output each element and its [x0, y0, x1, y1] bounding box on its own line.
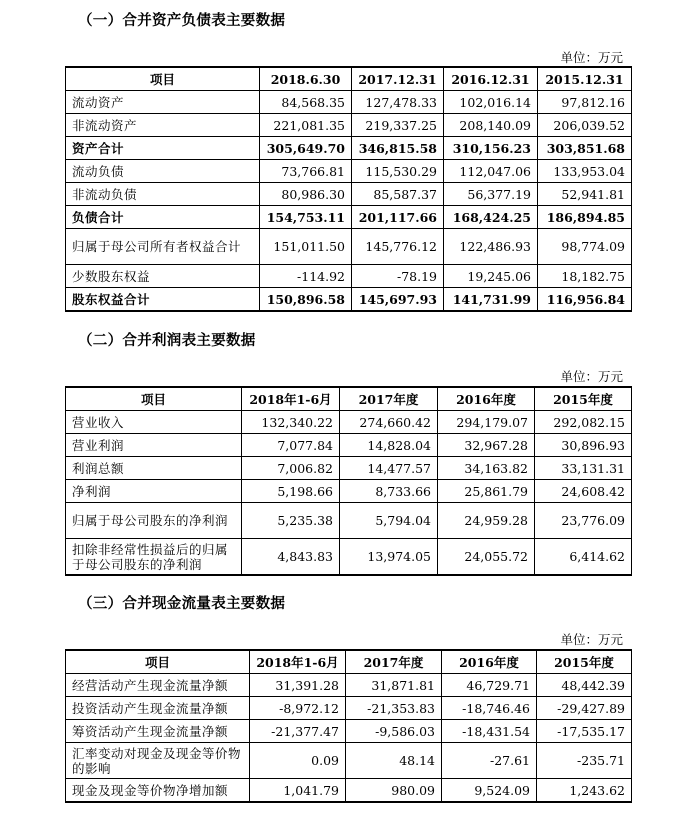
row-label: 归属于母公司股东的净利润	[66, 503, 242, 539]
table-row	[66, 720, 632, 743]
value-cell: 221,081.35	[260, 114, 352, 137]
value-cell: 14,828.04	[340, 434, 438, 457]
row-label: 净利润	[66, 480, 242, 503]
header-cell: 2018.6.30	[260, 67, 352, 91]
value-cell: -114.92	[260, 265, 352, 288]
header-cell: 2018年1-6月	[250, 650, 346, 674]
header-cell: 项目	[66, 650, 250, 674]
row-label: 流动资产	[66, 91, 260, 114]
table-row	[66, 114, 632, 137]
table-row	[66, 265, 632, 288]
value-cell: -21,353.83	[346, 697, 442, 720]
value-cell: 48,442.39	[537, 674, 632, 697]
header-cell: 2018年1-6月	[242, 387, 340, 411]
table-row	[66, 480, 632, 503]
row-label: 经营活动产生现金流量净额	[66, 674, 250, 697]
value-cell: -18,431.54	[442, 720, 537, 743]
value-cell: 5,198.66	[242, 480, 340, 503]
balance-section-title: （一）合并资产负债表主要数据	[78, 13, 286, 29]
table-row	[66, 411, 632, 434]
row-label: 营业利润	[66, 434, 242, 457]
row-label: 非流动负债	[66, 183, 260, 206]
value-cell: 31,391.28	[250, 674, 346, 697]
value-cell: 97,812.16	[538, 91, 632, 114]
value-cell: 102,016.14	[444, 91, 538, 114]
table-row	[66, 434, 632, 457]
row-label: 利润总额	[66, 457, 242, 480]
table-row	[66, 697, 632, 720]
row-label: 资产合计	[66, 137, 260, 160]
value-cell: 274,660.42	[340, 411, 438, 434]
value-cell: 56,377.19	[444, 183, 538, 206]
value-cell: -78.19	[352, 265, 444, 288]
value-cell: 127,478.33	[352, 91, 444, 114]
value-cell: 84,568.35	[260, 91, 352, 114]
row-label: 现金及现金等价物净增加额	[66, 779, 250, 803]
value-cell: 23,776.09	[535, 503, 632, 539]
row-label: 营业收入	[66, 411, 242, 434]
value-cell: 33,131.31	[535, 457, 632, 480]
value-cell: 14,477.57	[340, 457, 438, 480]
value-cell: 48.14	[346, 743, 442, 779]
value-cell: -21,377.47	[250, 720, 346, 743]
value-cell: 98,774.09	[538, 229, 632, 265]
header-cell: 2016.12.31	[444, 67, 538, 91]
value-cell: 7,077.84	[242, 434, 340, 457]
value-cell: 32,967.28	[438, 434, 535, 457]
value-cell: 201,117.66	[352, 206, 444, 229]
table-total-row	[66, 137, 632, 160]
table-row	[66, 779, 632, 803]
header-cell: 2017年度	[340, 387, 438, 411]
table-header-row	[66, 650, 632, 674]
balance-unit-label: 单位：万元	[560, 50, 623, 65]
cashflow-unit-label: 单位：万元	[560, 632, 623, 647]
table-row	[66, 674, 632, 697]
balance-sheet-table	[65, 66, 632, 312]
value-cell: 80,986.30	[260, 183, 352, 206]
cashflow-section-title: （三）合并现金流量表主要数据	[78, 596, 286, 612]
value-cell: -235.71	[537, 743, 632, 779]
value-cell: 1,243.62	[537, 779, 632, 803]
row-label: 流动负债	[66, 160, 260, 183]
value-cell: 18,182.75	[538, 265, 632, 288]
income-statement-table	[65, 386, 632, 576]
value-cell: 303,851.68	[538, 137, 632, 160]
value-cell: 46,729.71	[442, 674, 537, 697]
value-cell: 145,776.12	[352, 229, 444, 265]
value-cell: 133,953.04	[538, 160, 632, 183]
value-cell: 25,861.79	[438, 480, 535, 503]
table-header-row	[66, 67, 632, 91]
value-cell: -8,972.12	[250, 697, 346, 720]
value-cell: 132,340.22	[242, 411, 340, 434]
row-label: 汇率变动对现金及现金等价物的影响	[66, 743, 250, 779]
value-cell: -29,427.89	[537, 697, 632, 720]
value-cell: 13,974.05	[340, 539, 438, 576]
value-cell: 19,245.06	[444, 265, 538, 288]
value-cell: 122,486.93	[444, 229, 538, 265]
row-label: 筹资活动产生现金流量净额	[66, 720, 250, 743]
value-cell: 310,156.23	[444, 137, 538, 160]
value-cell: 85,587.37	[352, 183, 444, 206]
table-row	[66, 91, 632, 114]
header-cell: 2016年度	[438, 387, 535, 411]
table-row	[66, 539, 632, 576]
value-cell: -27.61	[442, 743, 537, 779]
value-cell: 30,896.93	[535, 434, 632, 457]
income-section-title: （二）合并利润表主要数据	[78, 333, 256, 349]
value-cell: 145,697.93	[352, 288, 444, 312]
value-cell: -18,746.46	[442, 697, 537, 720]
table-row	[66, 160, 632, 183]
value-cell: 8,733.66	[340, 480, 438, 503]
value-cell: 1,041.79	[250, 779, 346, 803]
table-row	[66, 457, 632, 480]
value-cell: 208,140.09	[444, 114, 538, 137]
row-label: 归属于母公司所有者权益合计	[66, 229, 260, 265]
value-cell: 52,941.81	[538, 183, 632, 206]
header-cell: 2017.12.31	[352, 67, 444, 91]
value-cell: 112,047.06	[444, 160, 538, 183]
cashflow-statement-table	[65, 649, 632, 803]
value-cell: 151,011.50	[260, 229, 352, 265]
header-cell: 项目	[66, 67, 260, 91]
value-cell: 24,959.28	[438, 503, 535, 539]
row-label: 非流动资产	[66, 114, 260, 137]
value-cell: 115,530.29	[352, 160, 444, 183]
row-label: 负债合计	[66, 206, 260, 229]
value-cell: 154,753.11	[260, 206, 352, 229]
value-cell: 186,894.85	[538, 206, 632, 229]
header-cell: 2015年度	[537, 650, 632, 674]
table-row	[66, 503, 632, 539]
value-cell: 31,871.81	[346, 674, 442, 697]
value-cell: 9,524.09	[442, 779, 537, 803]
row-label: 扣除非经常性损益后的归属于母公司股东的净利润	[66, 539, 242, 576]
table-total-row	[66, 288, 632, 312]
value-cell: 116,956.84	[538, 288, 632, 312]
header-cell: 2016年度	[442, 650, 537, 674]
value-cell: 980.09	[346, 779, 442, 803]
value-cell: -17,535.17	[537, 720, 632, 743]
value-cell: 346,815.58	[352, 137, 444, 160]
value-cell: 206,039.52	[538, 114, 632, 137]
table-header-row	[66, 387, 632, 411]
header-cell: 2015.12.31	[538, 67, 632, 91]
value-cell: 168,424.25	[444, 206, 538, 229]
value-cell: 5,794.04	[340, 503, 438, 539]
value-cell: 141,731.99	[444, 288, 538, 312]
value-cell: 34,163.82	[438, 457, 535, 480]
header-cell: 2015年度	[535, 387, 632, 411]
table-row	[66, 229, 632, 265]
row-label: 股东权益合计	[66, 288, 260, 312]
header-cell: 项目	[66, 387, 242, 411]
value-cell: 73,766.81	[260, 160, 352, 183]
table-row	[66, 183, 632, 206]
value-cell: 24,055.72	[438, 539, 535, 576]
value-cell: 219,337.25	[352, 114, 444, 137]
header-cell: 2017年度	[346, 650, 442, 674]
value-cell: 292,082.15	[535, 411, 632, 434]
table-total-row	[66, 206, 632, 229]
value-cell: 5,235.38	[242, 503, 340, 539]
value-cell: 24,608.42	[535, 480, 632, 503]
value-cell: 294,179.07	[438, 411, 535, 434]
value-cell: 305,649.70	[260, 137, 352, 160]
value-cell: 4,843.83	[242, 539, 340, 576]
row-label: 少数股东权益	[66, 265, 260, 288]
table-row	[66, 743, 632, 779]
value-cell: -9,586.03	[346, 720, 442, 743]
value-cell: 7,006.82	[242, 457, 340, 480]
value-cell: 0.09	[250, 743, 346, 779]
income-unit-label: 单位：万元	[560, 369, 623, 384]
value-cell: 6,414.62	[535, 539, 632, 576]
row-label: 投资活动产生现金流量净额	[66, 697, 250, 720]
value-cell: 150,896.58	[260, 288, 352, 312]
